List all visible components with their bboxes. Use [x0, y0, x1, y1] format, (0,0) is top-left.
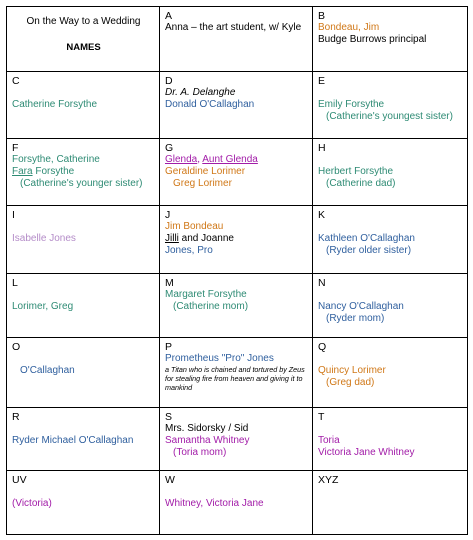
name-line: [318, 166, 463, 178]
name-text: Aunt Glenda: [202, 154, 258, 165]
name-text: Greg Lorimer: [173, 178, 232, 189]
name-text: ,: [197, 154, 203, 165]
name-line: [165, 166, 308, 178]
name-line: [165, 353, 308, 365]
cell-letter: H: [318, 142, 326, 154]
spacer: [12, 353, 155, 365]
cell-letter: A: [165, 10, 173, 22]
name-line: [165, 301, 308, 313]
name-line: [12, 233, 155, 245]
letter-cell-b: [313, 7, 468, 72]
letter-cell-n: [313, 274, 468, 338]
cell-letter: O: [12, 341, 21, 353]
spacer: [318, 289, 463, 301]
name-text: (Catherine's younger sister): [20, 178, 143, 189]
letter-cell-l: [7, 274, 160, 338]
name-line: [12, 99, 155, 111]
name-text: (Catherine's youngest sister): [326, 111, 453, 122]
name-line: [318, 365, 463, 377]
grid-row: [7, 338, 468, 408]
name-text: (Catherine dad): [326, 178, 396, 189]
letter-cell-h: [313, 139, 468, 206]
cell-letter: F: [12, 142, 19, 154]
letter-cell-m: [160, 274, 313, 338]
letter-cell-xyz: [313, 471, 468, 535]
letter-cell-g: [160, 139, 313, 206]
name-text: (Ryder older sister): [326, 245, 412, 256]
name-text: Mrs. Sidorsky / Sid: [165, 423, 249, 434]
name-line: [12, 498, 155, 510]
name-line: [165, 289, 308, 301]
name-text: Glenda: [165, 154, 198, 165]
title-cell: [7, 7, 160, 72]
name-line: [12, 178, 155, 190]
grid-row: [7, 139, 468, 206]
name-text: Ryder Michael O'Callaghan: [12, 435, 134, 446]
name-line: [165, 87, 308, 99]
grid-row: [7, 408, 468, 471]
name-text: (Victoria): [12, 498, 52, 509]
spacer: [12, 486, 155, 498]
cell-letter: T: [318, 411, 325, 423]
name-line: [318, 245, 463, 257]
name-line: [165, 233, 308, 245]
spacer: [318, 423, 463, 435]
cell-letter: XYZ: [318, 474, 339, 486]
name-line: [165, 447, 308, 459]
cell-letter: K: [318, 209, 326, 221]
name-line: [165, 99, 308, 111]
name-line: [318, 233, 463, 245]
name-text: Samantha Whitney: [165, 435, 250, 446]
name-text: (Ryder mom): [326, 313, 385, 324]
name-note: a Titan who is chained and tortured by Zeus for stealing fire from heaven and giving it to mankind: [165, 365, 305, 392]
names-grid-body: [7, 7, 468, 535]
letter-cell-uv: [7, 471, 160, 535]
name-text: Dr. A. Delanghe: [165, 87, 236, 98]
spacer: [318, 221, 463, 233]
name-text: Margaret Forsythe: [165, 289, 247, 300]
name-line: [318, 34, 463, 46]
name-text: Forsythe, Catherine: [12, 154, 100, 165]
letter-cell-p: [160, 338, 313, 408]
name-text: Fara: [12, 166, 33, 177]
name-text: and Joanne: [178, 233, 234, 244]
cell-letter: B: [318, 10, 326, 22]
name-text: Isabelle Jones: [12, 233, 76, 244]
name-line: [318, 447, 463, 459]
name-text: O'Callaghan: [20, 365, 75, 376]
cell-letter: D: [165, 75, 173, 87]
name-text: Whitney, Victoria Jane: [165, 498, 264, 509]
spacer: [12, 423, 155, 435]
name-line: [165, 435, 308, 447]
name-line: [165, 498, 308, 510]
name-line: [318, 99, 463, 111]
letter-cell-j: [160, 206, 313, 274]
letter-cell-f: [7, 139, 160, 206]
name-line: [318, 435, 463, 447]
name-line: [165, 178, 308, 190]
grid-row: [7, 274, 468, 338]
letter-cell-r: [7, 408, 160, 471]
name-text: Prometheus "Pro" Jones: [165, 353, 274, 364]
cell-letter: P: [165, 341, 173, 353]
cell-letter: J: [165, 209, 171, 221]
name-text: Nancy O'Callaghan: [318, 301, 404, 312]
grid-row: [7, 471, 468, 535]
spacer: [12, 221, 155, 233]
name-text: Herbert Forsythe: [318, 166, 394, 177]
cell-letter: G: [165, 142, 174, 154]
cell-letter: I: [12, 209, 15, 221]
name-text: Donald O'Callaghan: [165, 99, 255, 110]
name-line: [165, 22, 308, 34]
name-line: [12, 365, 155, 377]
spacer: [165, 486, 308, 498]
name-text: Forsythe: [32, 166, 75, 177]
letter-cell-t: [313, 408, 468, 471]
cell-letter: Q: [318, 341, 327, 353]
name-text: Budge Burrows principal: [318, 34, 427, 45]
name-line: [165, 423, 308, 435]
name-text: (Catherine mom): [173, 301, 249, 312]
name-text: Toria: [318, 435, 340, 446]
name-text: (Toria mom): [173, 447, 227, 458]
letter-cell-d: [160, 72, 313, 139]
cell-letter: W: [165, 474, 175, 486]
cell-letter: UV: [12, 474, 27, 486]
name-line: [318, 377, 463, 389]
name-text: Jim Bondeau: [165, 221, 224, 232]
name-line: [12, 154, 155, 166]
spacer: [318, 154, 463, 166]
name-line: [12, 301, 155, 313]
names-heading: NAMES: [66, 42, 101, 53]
cell-letter: E: [318, 75, 326, 87]
name-line: [165, 245, 308, 257]
name-line: [318, 301, 463, 313]
grid-row: [7, 7, 468, 72]
cell-letter: L: [12, 277, 18, 289]
letter-cell-c: [7, 72, 160, 139]
name-line: [12, 166, 155, 178]
name-line: [165, 221, 308, 233]
letter-cell-k: [313, 206, 468, 274]
spacer: [318, 87, 463, 99]
name-text: Quincy Lorimer: [318, 365, 386, 376]
name-line: [12, 435, 155, 447]
name-line: [318, 111, 463, 123]
name-line: [318, 22, 463, 34]
page-title: On the Way to a Wedding: [26, 16, 141, 27]
letter-cell-q: [313, 338, 468, 408]
name-line: [318, 178, 463, 190]
grid-row: [7, 206, 468, 274]
name-text: Catherine Forsythe: [12, 99, 98, 110]
letter-cell-w: [160, 471, 313, 535]
name-text: Anna – the art student, w/ Kyle: [165, 22, 302, 33]
letter-cell-s: [160, 408, 313, 471]
name-text: Bondeau, Jim: [318, 22, 380, 33]
cell-letter: R: [12, 411, 20, 423]
name-text: Victoria Jane Whitney: [318, 447, 415, 458]
name-text: Lorimer, Greg: [12, 301, 74, 312]
name-text: Jilli: [165, 233, 179, 244]
cell-letter: N: [318, 277, 326, 289]
letter-cell-o: [7, 338, 160, 408]
letter-cell-e: [313, 72, 468, 139]
name-line: [165, 154, 308, 166]
grid-row: [7, 72, 468, 139]
letter-cell-i: [7, 206, 160, 274]
letter-cell-a: [160, 7, 313, 72]
name-text: Emily Forsythe: [318, 99, 385, 110]
spacer: [12, 87, 155, 99]
name-text: Kathleen O'Callaghan: [318, 233, 415, 244]
name-text: Geraldine Lorimer: [165, 166, 246, 177]
cell-letter: M: [165, 277, 174, 289]
name-text: Jones, Pro: [165, 245, 213, 256]
name-text: (Greg dad): [326, 377, 375, 388]
cell-letter: C: [12, 75, 20, 87]
spacer: [318, 353, 463, 365]
names-grid: [6, 6, 468, 535]
spacer: [12, 289, 155, 301]
name-line: [318, 313, 463, 325]
cell-letter: S: [165, 411, 173, 423]
